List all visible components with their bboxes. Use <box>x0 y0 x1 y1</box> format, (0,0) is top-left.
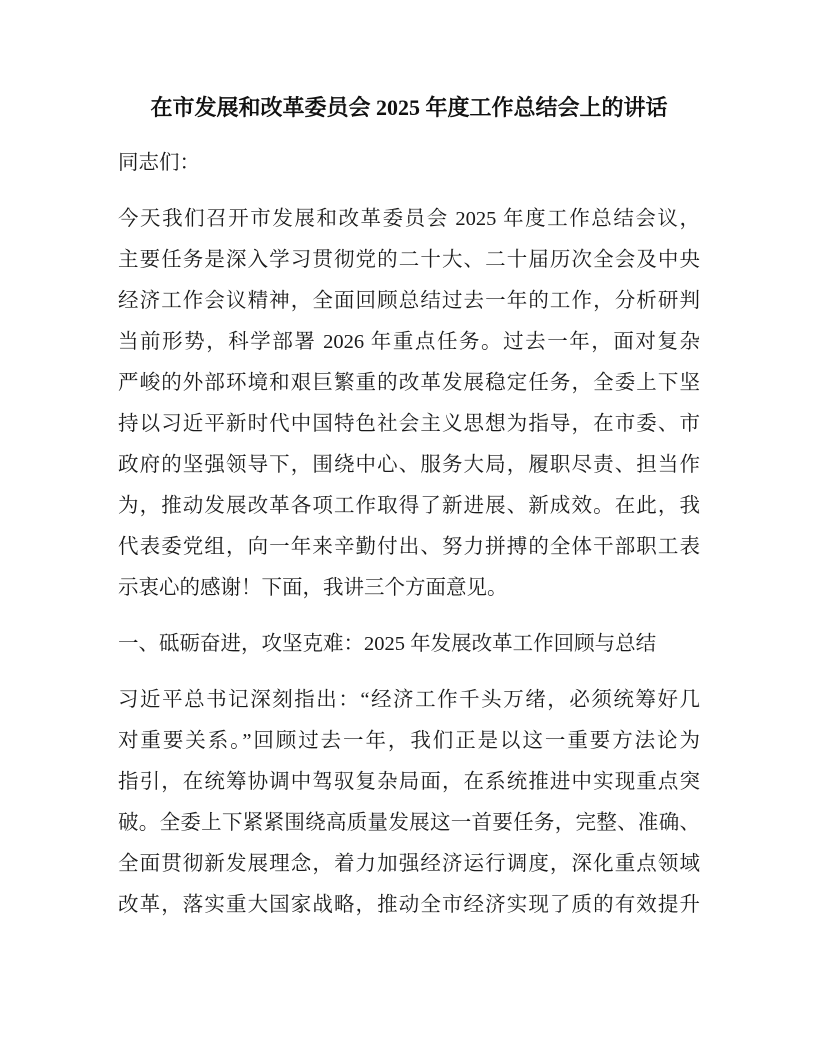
text-line: 改革，落实重大国家战略，推动全市经济实现了质的有效提升 <box>118 894 700 916</box>
document-title: 在市发展和改革委员会 2025 年度工作总结会上的讲话 <box>150 95 668 120</box>
text-line: 全面贯彻新发展理念，着力加强经济运行调度，深化重点领域 <box>118 853 700 875</box>
paragraph-2 <box>118 680 700 926</box>
text-line: 今天我们召开市发展和改革委员会 2025 年度工作总结会议， <box>118 208 700 230</box>
text-line: 示衷心的感谢！下面，我讲三个方面意见。 <box>118 577 508 599</box>
text-line: 严峻的外部环境和艰巨繁重的改革发展稳定任务，全委上下坚 <box>118 372 700 394</box>
text-line: 主要任务是深入学习贯彻党的二十大、二十届历次全会及中央 <box>118 249 700 271</box>
paragraph-1 <box>118 199 700 609</box>
text-line: 为，推动发展改革各项工作取得了新进展、新成效。在此，我 <box>118 495 700 517</box>
salutation-text: 同志们： <box>118 152 200 174</box>
text-line: 经济工作会议精神，全面回顾总结过去一年的工作，分析研判 <box>118 290 700 312</box>
section-1-heading: 一、砥砺奋进，攻坚克难：2025 年发展改革工作回顾与总结 <box>118 633 657 655</box>
text-line: 代表委党组，向一年来辛勤付出、努力拼搏的全体干部职工表 <box>118 536 700 558</box>
text-line: 指引，在统筹协调中驾驭复杂局面，在系统推进中实现重点突 <box>118 771 700 793</box>
salutation-paragraph <box>118 143 700 184</box>
text-line: 持以习近平新时代中国特色社会主义思想为指导，在市委、市 <box>118 413 700 435</box>
text-line: 当前形势，科学部署 2026 年重点任务。过去一年，面对复杂 <box>118 331 700 353</box>
text-line: 政府的坚强领导下，围绕中心、服务大局，履职尽责、担当作 <box>118 454 700 476</box>
text-line: 破。全委上下紧紧围绕高质量发展这一首要任务，完整、准确、 <box>118 812 700 834</box>
text-line: 对重要关系。”回顾过去一年，我们正是以这一重要方法论为 <box>118 730 700 752</box>
text-line: 习近平总书记深刻指出：“经济工作千头万绪，必须统筹好几 <box>118 689 700 711</box>
